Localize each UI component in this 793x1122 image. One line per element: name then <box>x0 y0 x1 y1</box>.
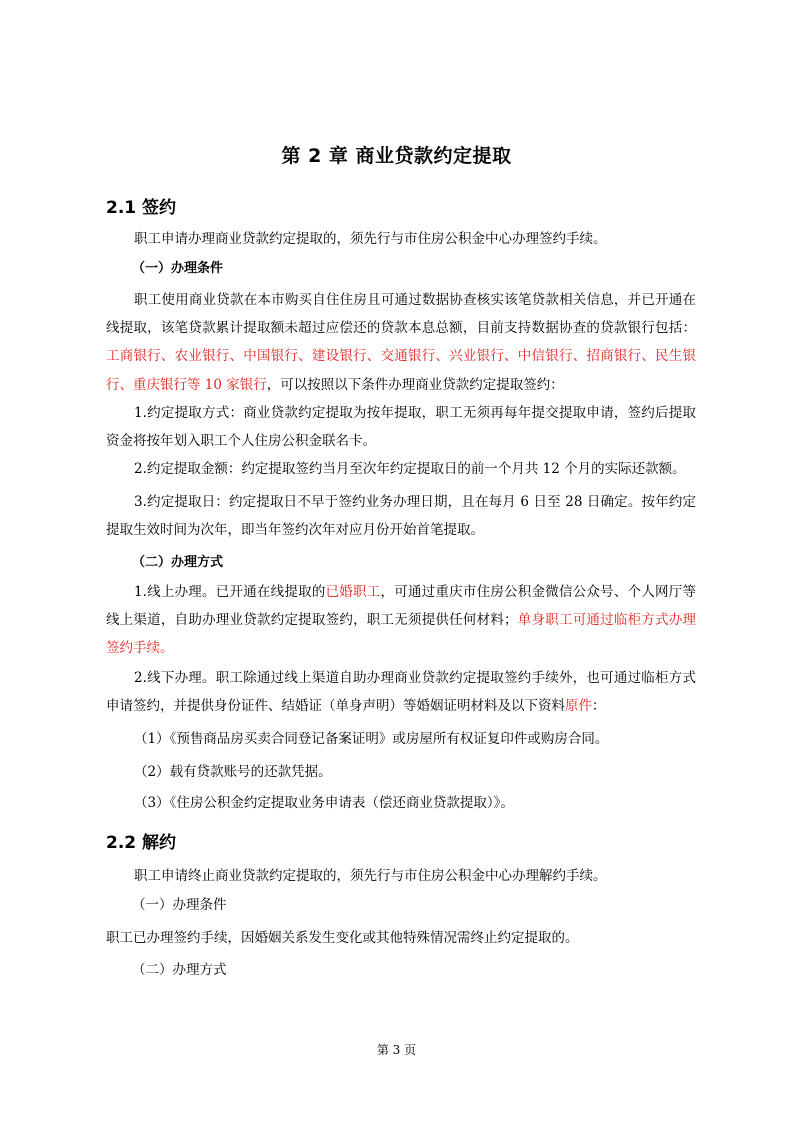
condition-item-1: 1.约定提取方式：商业贷款约定提取为按年提取，职工无须再每年提交提取申请，签约后提取资金将按年划入职工个人住房公积金联名卡。 <box>106 405 696 450</box>
chapter-title: 第 2 章 商业贷款约定提取 <box>281 145 512 167</box>
supported-banks-list: 工商银行、农业银行、中国银行、建设银行、交通银行、兴业银行、中信银行、招商银行、民生银行、重庆银行等 10 家银行 <box>106 348 696 393</box>
page-number: 第 3 页 <box>376 1043 417 1057</box>
cancel-conditions-text: 职工已办理签约手续，因婚姻关系发生变化或其他特殊情况需终止约定提取的。 <box>106 930 579 946</box>
married-staff-highlight: 已婚职工 <box>325 584 381 600</box>
offline-text-a: 2.线下办理。职工除通过线上渠道自助办理商业贷款约定提取签约手续外，也可通过临柜方式申请签约，并提供身份证件、结婚证（单身声明）等婚姻证明材料及以下资料 <box>106 670 696 715</box>
original-docs-highlight: 原件 <box>565 698 592 715</box>
cancel-methods-heading: （二）办理方式 <box>132 962 227 978</box>
section-heading-2-2: 2.2 解约 <box>106 833 177 853</box>
online-text-b: ，可通过重庆市住房公积金微信公众号、个人网厅等线上渠道，自助办理业贷款约定提取签约，职工无须提供任何材料； <box>106 584 697 629</box>
offline-text-b: ： <box>592 698 606 715</box>
required-doc-3: （3）《住房公积金约定提取业务申请表（偿还商业贷款提取）》。 <box>134 795 514 811</box>
conditions-text-after: ，可以按照以下条件办理商业贷款约定提取签约： <box>266 376 564 393</box>
section-2-2-intro: 职工申请终止商业贷款约定提取的，须先行与市住房公积金中心办理解约手续。 <box>134 868 607 884</box>
cancel-conditions-heading: （一）办理条件 <box>132 897 227 913</box>
conditions-text-before: 职工使用商业贷款在本市购买自住住房且可通过数据协查核实该笔贷款相关信息，并已开通在线提取，该笔贷款累计提取额未超过应偿还的贷款本息总额，目前支持数据协查的贷款银行包括： <box>106 292 696 337</box>
required-doc-2: （2）载有贷款账号的还款凭据。 <box>134 764 332 780</box>
single-staff-highlight: 单身职工可通过临柜方式办理签约手续。 <box>106 612 697 657</box>
condition-item-3: 3.约定提取日：约定提取日不早于签约业务办理日期，且在每月 6 日至 28 日确定。按年约定提取生效时间为次年，即当年签约次年对应月份开始首笔提取。 <box>106 494 696 539</box>
online-method-paragraph <box>106 578 696 663</box>
conditions-paragraph <box>106 286 696 399</box>
required-doc-1: （1）《预售商品房买卖合同登记备案证明》或房屋所有权证复印件或购房合同。 <box>134 731 609 747</box>
online-text-a: 1.线上办理。已开通在线提取的 <box>134 584 326 600</box>
methods-heading: （二）办理方式 <box>132 555 224 570</box>
offline-method-paragraph <box>106 664 696 720</box>
section-heading-2-1: 2.1 签约 <box>106 198 177 218</box>
condition-item-2: 2.约定提取金额：约定提取签约当月至次年约定提取日的前一个月共 12 个月的实际还款额。 <box>134 461 686 477</box>
conditions-heading: （一）办理条件 <box>132 261 224 276</box>
section-2-1-intro: 职工申请办理商业贷款约定提取的，须先行与市住房公积金中心办理签约手续。 <box>134 231 607 247</box>
